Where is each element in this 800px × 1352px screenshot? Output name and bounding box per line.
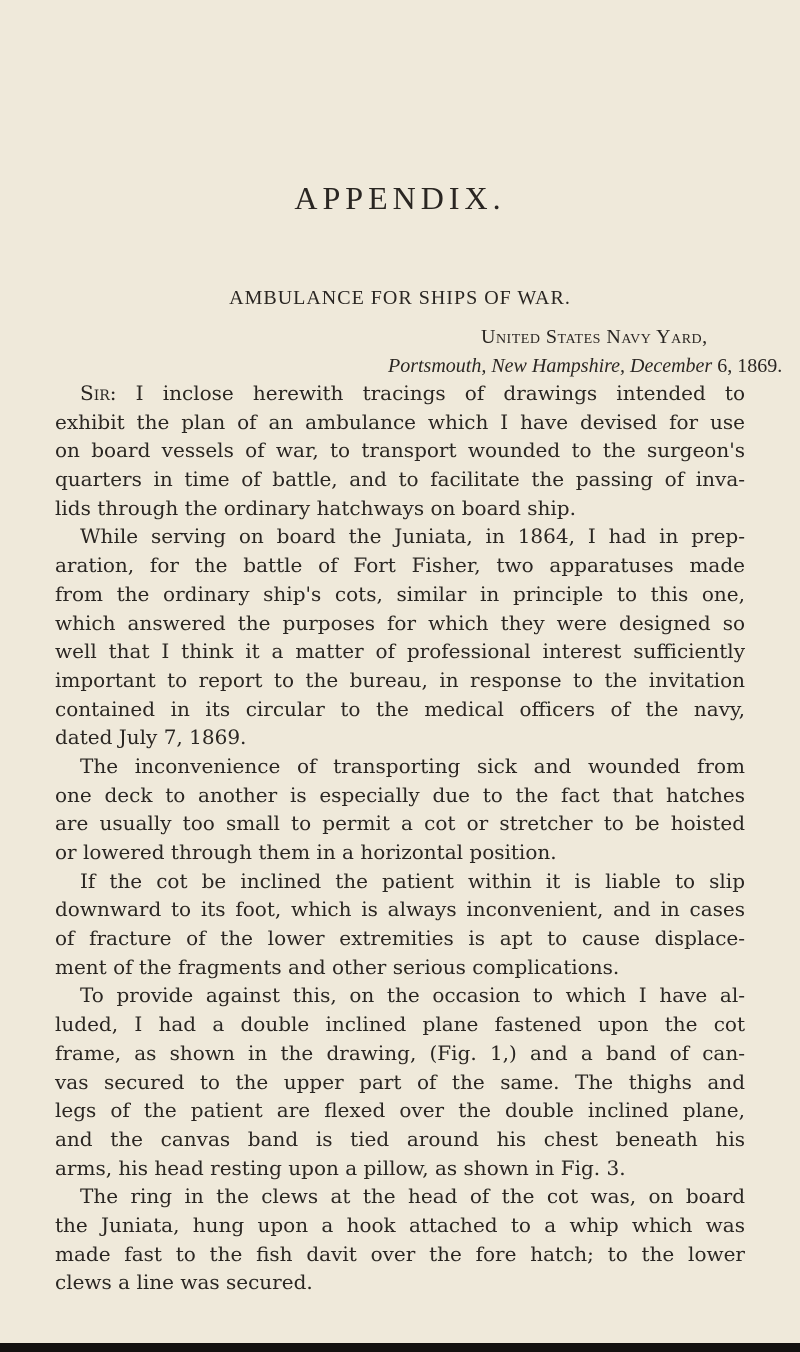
text-line: luded, I had a double inclined plane fastened upon the cot <box>55 1012 745 1037</box>
text-line: To provide against this, on the occasion to which I have al- <box>80 983 745 1008</box>
text-line: downward to its foot, which is always inconvenient, and in cases <box>55 897 745 922</box>
text-line: made fast to the fish davit over the fore hatch; to the lower <box>55 1241 745 1266</box>
text-line: frame, as shown in the drawing, (Fig. 1,) and a band of can- <box>55 1040 745 1065</box>
text-line: one deck to another is especially due to the fact that hatches <box>55 782 745 807</box>
text-line: Sir: I inclose herewith tracings of drawings intended to <box>80 381 745 405</box>
bottom-page-edge <box>0 1343 800 1352</box>
dateline-place-date <box>388 355 782 378</box>
text-line: well that I think it a matter of professional interest sufficiently <box>55 639 745 664</box>
text-line: the Juniata, hung upon a hook attached to a whip which was <box>55 1212 745 1237</box>
dateline-place: Portsmouth, New Hampshire, December <box>388 355 713 377</box>
text-line: arms, his head resting upon a pillow, as shown in Fig. 3. <box>55 1155 626 1180</box>
text-line: vas secured to the upper part of the same. The thighs and <box>55 1069 745 1094</box>
text-line: contained in its circular to the medical officers of the navy, <box>55 696 745 721</box>
article-title: AMBULANCE FOR SHIPS OF WAR. <box>229 287 571 309</box>
text-line: aration, for the battle of Fort Fisher, two apparatuses made <box>55 553 745 578</box>
text-line: The ring in the clews at the head of the cot was, on board <box>80 1184 745 1209</box>
text-line: legs of the patient are flexed over the double inclined plane, <box>55 1098 745 1123</box>
body-text <box>55 379 745 1297</box>
page-heading: APPENDIX. <box>294 180 506 216</box>
text-line: from the ordinary ship's cots, similar in principle to this one, <box>55 581 745 606</box>
text-line: The inconvenience of transporting sick and wounded from <box>80 753 745 778</box>
salutation: Sir <box>80 381 110 405</box>
text-line: important to report to the bureau, in response to the invitation <box>55 667 745 692</box>
text-line: on board vessels of war, to transport wounded to the surgeon's <box>55 438 745 463</box>
text-line: exhibit the plan of an ambulance which I have devised for use <box>55 409 745 434</box>
text-line: ment of the fragments and other serious complications. <box>55 954 620 979</box>
text-line: or lowered through them in a horizontal position. <box>55 840 557 864</box>
text-line: clews a line was secured. <box>55 1270 313 1295</box>
text-line: of fracture of the lower extremities is apt to cause displace- <box>55 926 745 951</box>
text-line: which answered the purposes for which they were designed so <box>55 610 745 635</box>
text-line: While serving on board the Juniata, in 1864, I had in prep- <box>80 524 745 549</box>
text-line: dated July 7, 1869. <box>55 725 247 750</box>
text-line: lids through the ordinary hatchways on board ship. <box>55 495 576 520</box>
dateline-location: United States Navy Yard, <box>481 326 708 348</box>
dateline-date: 6, 1869. <box>712 355 783 377</box>
text-line: quarters in time of battle, and to facilitate the passing of inva- <box>55 467 745 492</box>
text-line: are usually too small to permit a cot or stretcher to be hoisted <box>55 811 745 836</box>
text-line: and the canvas band is tied around his chest beneath his <box>55 1126 745 1151</box>
text-line: If the cot be inclined the patient within it is liable to slip <box>80 868 745 893</box>
